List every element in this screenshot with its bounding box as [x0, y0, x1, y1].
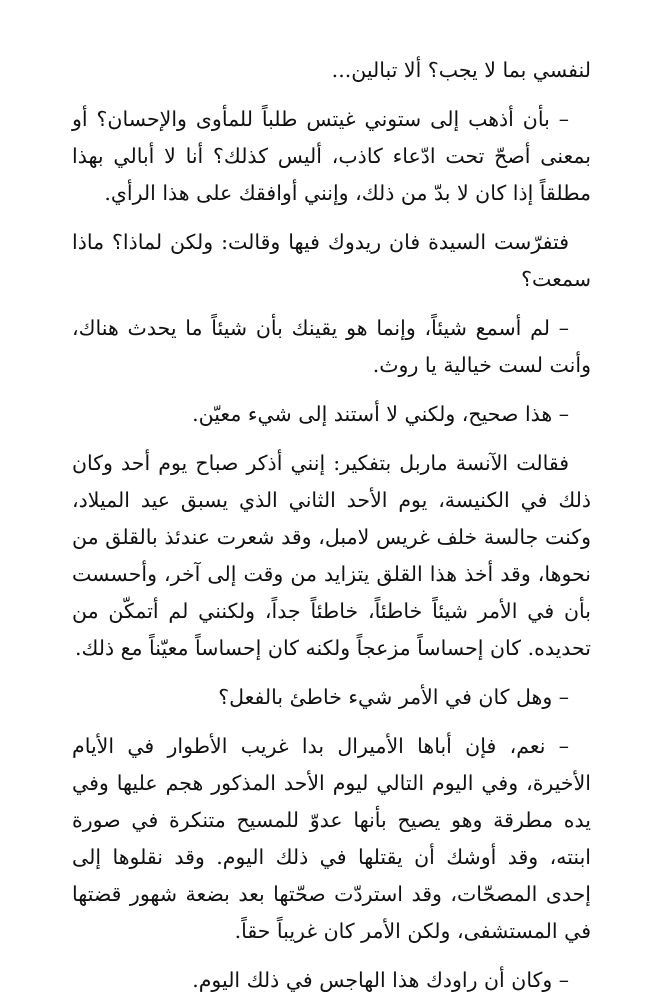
paragraph-5: – هذا صحيح، ولكني لا أستند إلى شيء معيّن.	[192, 402, 569, 426]
paragraph-9: – وكان أن راودك هذا الهاجس في ذلك اليوم.	[192, 968, 569, 992]
paragraph-4: – لم أسمع شيئاً، وإنما هو يقينك بأن شيئاً ما يحدث هناك، وأنت لست خيالية يا روث.	[72, 316, 591, 377]
paragraph-2: – بأن أذهب إلى ستوني غيتس طلباً للمأوى والإحسان؟ أو بمعنى أصحّ تحت ادّعاء كاذب، أليس كذلك؟ أنا لا أبالي بهذا مطلقاً إذا كان لا بدّ من ذلك، وإنني أوافقك على هذا الرأي.	[72, 107, 591, 205]
paragraph-7: – وهل كان في الأمر شيء خاطئ بالفعل؟	[218, 685, 569, 709]
paragraph-3: فتفرّست السيدة فان ريدوك فيها وقالت: ولكن لماذا؟ ماذا سمعت؟	[72, 230, 591, 291]
page-body-text	[72, 52, 591, 999]
paragraph-1: لنفسي بما لا يجب؟ ألا تبالين...	[331, 58, 591, 82]
paragraph-6: فقالت الآنسة ماربل بتفكير: إنني أذكر صباح يوم أحد وكان ذلك في الكنيسة، يوم الأحد الثاني الذي يسبق عيد الميلاد، وكنت جالسة خلف غريس لامبل، وقد شعرت عندئذ بالقلق من نحوها، وقد أخذ هذا القلق يتزايد من وقت إلى آخر، وأحسست بأن في الأمر شيئاً خاطئاً، خاطئاً جداً، ولكنني لم أتمكّن من تحديده. كان إحساساً مزعجاً ولكنه كان إحساساً معيّناً مع ذلك.	[72, 451, 591, 660]
paragraph-8: – نعم، فإن أباها الأميرال بدا غريب الأطوار في الأيام الأخيرة، وفي اليوم التالي ليوم الأحد المذكور هجم عليها وفي يده مطرقة وهو يصيح بأنها عدوّ للمسيح متنكرة في صورة ابنته، وقد أوشك أن يقتلها في ذلك اليوم. وقد نقلوها إلى إحدى المصحّات، وقد استردّت صحّتها بعد بضعة شهور قضتها في المستشفى، ولكن الأمر كان غريباً حقاً.	[72, 734, 591, 943]
